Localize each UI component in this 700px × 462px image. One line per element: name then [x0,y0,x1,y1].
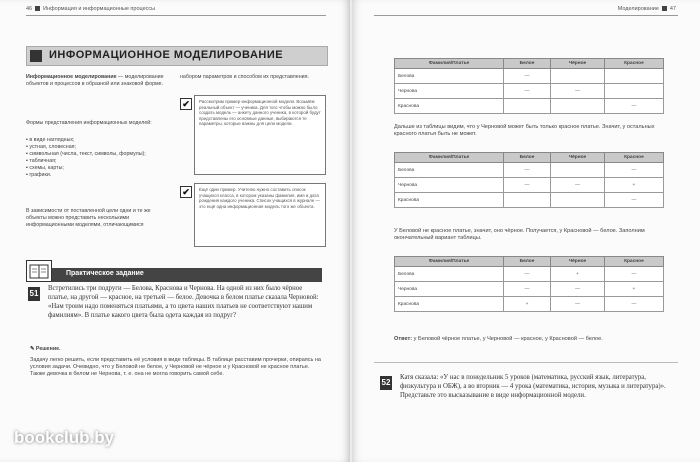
left-header-rule [26,15,326,16]
solution-text: Задачу легко решить, если представить её условия в виде таблицы. В таблице расставим прочерки, опираясь на условия задачи. Очевидно, что у Беловой не белое, у Черновой не чёрное и у Красновой не красное платье. Также девочка в белом не Чернова, т. е. она не могла говорить самой себе. [30,357,321,378]
solution-label: ✎ Решение. [30,346,61,352]
list-item: ▪ графики. [26,172,52,178]
checkmark-icon: ✔ [180,98,192,110]
forms-intro: Формы представления информационных моделей: [26,120,152,126]
table-row: Чернова — — [395,84,664,99]
answer [394,336,666,343]
table-row: Чернова — — + [395,178,664,193]
table-header-row: Фамилия/Платье Белое Чёрное Красное [395,153,664,163]
forms-list [26,137,168,179]
definition-term: Информационное моделирование [26,74,117,80]
title-square-icon [30,50,42,62]
note-box-1 [194,95,326,175]
definition-block [26,74,168,88]
section-title: ИНФОРМАЦИОННОЕ МОДЕЛИРОВАНИЕ [49,49,284,61]
logic-table-3 [394,256,664,312]
right-page-number: 47 [669,6,676,12]
answer-text: у Беловой чёрное платье, у Черновой — красное, у Красновой — белое. [413,336,603,342]
list-item: ▪ схемы, карты; [26,165,64,171]
table-row: Краснова — [395,193,664,208]
table-row: Чернова — — + [395,282,664,297]
closing-paragraph: В зависимости от поставленной цели одни и те же объекты можно представить несколькими информационными моделями, отличающимися [26,208,151,228]
task-header: Практическое задание [66,270,144,277]
task-header-bar [26,268,322,282]
paragraph-1: Дальше из таблицы видим, что у Черновой может быть только красное платье. Значит, у остальных красного платья быть не может. [394,124,655,138]
paragraph-2: У Беловой не красное платье, значит, оно чёрное. Получается, у Красновой — белое. Заполним окончательный вариант таблицы. [394,228,645,242]
table-header-row: Фамилия/Платье Белое Чёрное Красное [395,257,664,267]
list-item: ▪ устная, словесная; [26,144,77,150]
checkmark-icon: ✔ [180,186,192,198]
section-title-bar [26,46,328,66]
task-text: Встретились три подруги — Белова, Краснова и Чернова. На одной из них было чёрное платье, на другой — красное, на третьей — белое. Девочка в белом платье сказала Черновой: «Нам троим надо поменяться платьями, а то цвета наших платьев не соответствуют нашим фамилиям». В платье какого цвета была одета каждая из подруг? [48,285,319,319]
left-page-number: 46 [26,6,33,12]
note-box-2 [194,183,326,247]
list-item: ▪ в виде наглядных; [26,137,75,143]
list-item: ▪ табличная; [26,158,57,164]
right-col-intro: набором параметров и способом их представления. [180,74,309,80]
logic-table-2 [394,152,664,208]
watermark: bookclub.by [14,428,115,447]
table-row: Белова — + — [395,267,664,282]
divider [374,362,678,363]
task-number-badge: 51 [28,287,40,301]
logic-table-1 [394,58,664,114]
table-row: Краснова — [395,99,664,114]
note-2-text: Ещё один пример. Учителю нужно составить список учащихся класса, в котором указаны фамилия, имя и дата рождения каждого ученика. Список учащихся в журнале — это ещё одна информационная модель того же объекта. [199,187,320,209]
table-row: Белова — [395,69,664,84]
list-item: ▪ символьная (числа, текст, символы, формулы); [26,151,146,157]
definition-text: — моделирование объектов и процессов в образной или знаковой форме. [26,74,164,87]
task-text: Катя сказала: «У нас в понедельник 5 уроков (математика, русский язык, литература, физкультура и ОБЖ), а во вторник — 4 урока (математика, история, музыка и литература)». Представьте это высказывание в виде информационной модели. [400,374,666,399]
right-header-rule [374,15,678,16]
table-header-row: Фамилия/Платье Белое Чёрное Красное [395,59,664,69]
square-icon [35,6,40,11]
book-icon [26,260,52,282]
left-running-head: 46 Информация и информационные процессы [26,6,156,12]
task-number-badge: 52 [380,376,392,390]
right-running-head: Моделирование 47 [617,6,676,12]
table-row: Краснова + — — [395,297,664,312]
square-icon [662,6,667,11]
note-1-text: Рассмотрим пример информационной модели. Возьмём реальный объект — ученика. Для того чтобы можно было создать модель — анкету данного ученика, в которой будут представлены его основные данные, выбираются те параметры, которые важны для цели модели. [199,99,321,127]
table-row: Белова — — [395,163,664,178]
right-page [352,0,700,462]
answer-label: Ответ: [394,336,413,342]
